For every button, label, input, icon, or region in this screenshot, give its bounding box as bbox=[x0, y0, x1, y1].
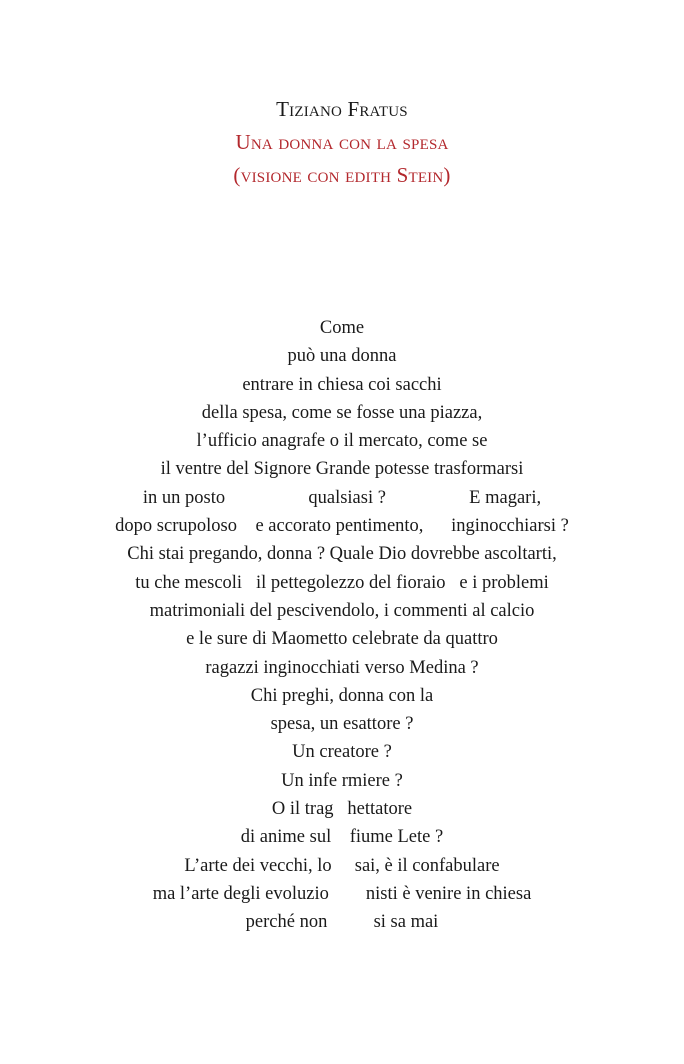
poem-line: ragazzi inginocchiati verso Medina ? bbox=[205, 657, 479, 678]
poem-line: della spesa, come se fosse una piazza, bbox=[201, 402, 483, 423]
poem-line: entrare in chiesa coi sacchi bbox=[242, 374, 442, 395]
poem-line: e le sure di Maometto celebrate da quattro bbox=[186, 629, 498, 650]
poem-line: il ventre del Signore Grande potesse trasformarsi bbox=[160, 459, 524, 480]
poem-line: L’arte dei vecchi, lo sai, è il confabulare bbox=[184, 855, 500, 876]
poem-line: tu che mescoli il pettegolezzo del fioraio e i problemi bbox=[135, 572, 549, 593]
poem-line: matrimoniali del pescivendolo, i commenti al calcio bbox=[149, 600, 535, 621]
poem-line: Un creatore ? bbox=[292, 742, 392, 763]
poem-line: perché non si sa mai bbox=[245, 912, 439, 933]
poem-body bbox=[0, 314, 684, 937]
poem-line: O il trag hettatore bbox=[271, 799, 413, 820]
poem-line: Come bbox=[319, 318, 365, 338]
poem-line: può una donna bbox=[287, 346, 397, 367]
poem-line: dopo scrupoloso e accorato pentimento, inginocchiarsi ? bbox=[115, 516, 569, 537]
poem-line: Chi stai pregando, donna ? Quale Dio dovrebbe ascoltarti, bbox=[127, 544, 557, 565]
poem-line: Chi preghi, donna con la bbox=[250, 685, 434, 706]
poem-title: Una donna con la spesa bbox=[235, 130, 449, 154]
poem-line: l’ufficio anagrafe o il mercato, come se bbox=[196, 431, 488, 452]
poem-subtitle: (visione con edith Stein) bbox=[233, 163, 451, 187]
poem-line: in un posto qualsiasi ? E magari, bbox=[142, 487, 542, 508]
poem-line: ma l’arte degli evoluzio nisti è venire in chiesa bbox=[152, 883, 532, 904]
poem-line: di anime sul fiume Lete ? bbox=[240, 827, 444, 848]
poem-line: spesa, un esattore ? bbox=[270, 714, 414, 735]
author-name: Tiziano Fratus bbox=[276, 97, 408, 121]
poem-line: Un infe rmiere ? bbox=[281, 770, 403, 791]
